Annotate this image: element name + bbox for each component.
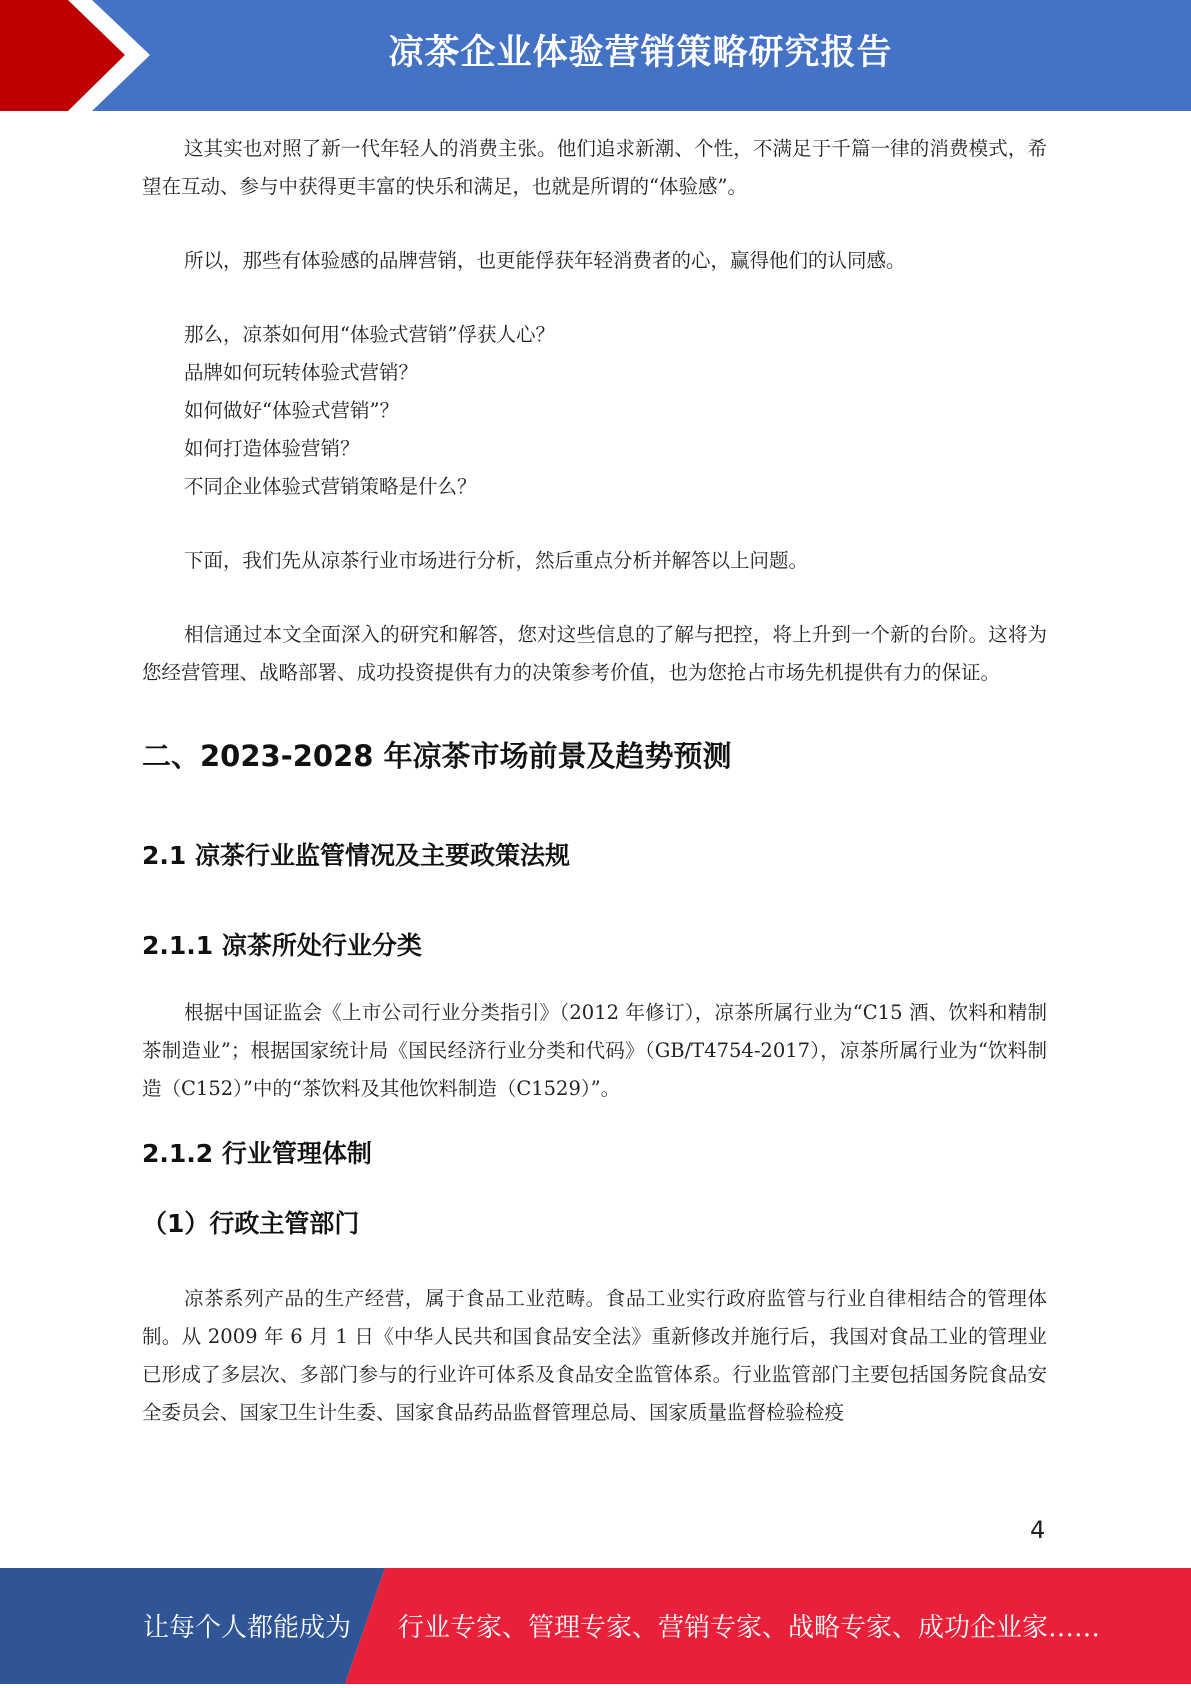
document-body: [142, 130, 1047, 1432]
subsubsection-heading: 2.1.2 行业管理体制: [142, 1139, 372, 1168]
page-number: 4: [1030, 1516, 1046, 1544]
footer-slogan-right: 行业专家、管理专家、营销专家、战略专家、成功企业家……: [398, 1613, 1101, 1643]
report-title: 凉茶企业体验营销策略研究报告: [388, 33, 893, 73]
question-line: 那么，凉茶如何用“体验式营销”俘获人心？: [184, 323, 555, 346]
paragraph: 凉茶系列产品的生产经营，属于食品工业范畴。食品工业实行政府监管与行业自律相结合的管理体制。从 2009 年 6 月 1 日《中华人民共和国食品安全法》重新修改并施行后，我国对食品工业的管理业已形成了多层次、多部门参与的行业许可体系及食品安全监管体系。行业监管部门主要包括国务院食品安全委员会、国家卫生计生委、国家食品药品监督管理总局、国家质量监督检验检疫: [142, 1287, 1047, 1424]
question-line: 品牌如何玩转体验式营销？: [184, 361, 419, 384]
question-line: 如何做好“体验式营销”？: [184, 399, 399, 422]
page-footer: [0, 1568, 1191, 1684]
page-header: [0, 0, 1191, 111]
paragraph: 相信通过本文全面深入的研究和解答，您对这些信息的了解与把控，将上升到一个新的台阶。这将为您经营管理、战略部署、成功投资提供有力的决策参考价值，也为您抢占市场先机提供有力的保证。: [142, 623, 1047, 684]
paragraph: 所以，那些有体验感的品牌营销，也更能俘获年轻消费者的心，赢得他们的认同感。: [184, 249, 906, 272]
paragraph: 根据中国证监会《上市公司行业分类指引》（2012 年修订），凉茶所属行业为“C15 酒、饮料和精制茶制造业”；根据国家统计局《国民经济行业分类和代码》（GB/T4754-2017），凉茶所属行业为“饮料制造（C152）”中的“茶饮料及其他饮料制造（C1529）”。: [142, 1001, 1047, 1100]
subsection-heading: 2.1 凉茶行业监管情况及主要政策法规: [142, 841, 570, 870]
item-heading: （1）行政主管部门: [142, 1209, 360, 1238]
paragraph: 这其实也对照了新一代年轻人的消费主张。他们追求新潮、个性，不满足于千篇一律的消费模式，希望在互动、参与中获得更丰富的快乐和满足，也就是所谓的“体验感”。: [142, 137, 1047, 198]
question-line: 不同企业体验式营销策略是什么？: [184, 475, 477, 498]
question-line: 如何打造体验营销？: [184, 437, 360, 460]
section-heading: 二、2023-2028 年凉茶市场前景及趋势预测: [142, 739, 732, 773]
paragraph: 下面，我们先从凉茶行业市场进行分析，然后重点分析并解答以上问题。: [184, 549, 809, 572]
subsubsection-heading: 2.1.1 凉茶所处行业分类: [142, 931, 422, 960]
footer-slogan-left: 让每个人都能成为: [143, 1613, 352, 1643]
